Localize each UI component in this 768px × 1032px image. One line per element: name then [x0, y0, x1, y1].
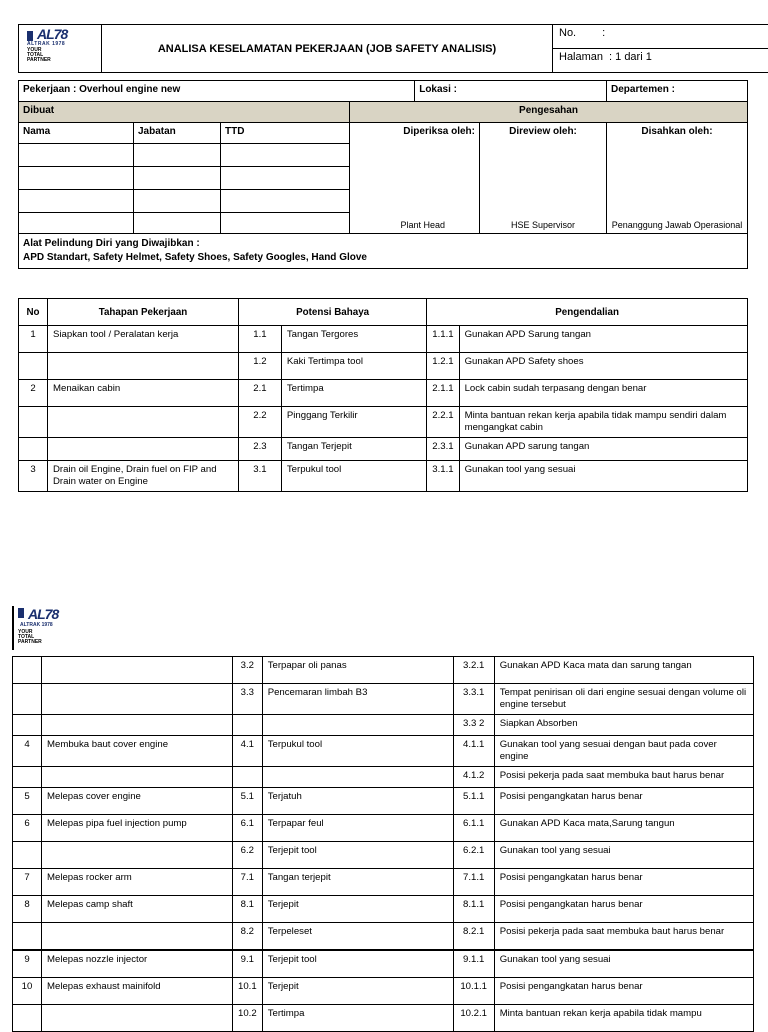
step-description: Melepas cover engine — [42, 788, 233, 815]
departemen-field: Departemen : — [607, 81, 748, 102]
document-header — [18, 24, 768, 73]
table-row — [13, 978, 754, 1005]
hazard-description: Terjepit — [262, 896, 453, 923]
hazard-number: 8.2 — [233, 923, 263, 951]
logo-brand: AL78 — [37, 26, 67, 42]
table-row — [13, 657, 754, 684]
company-logo-cell — [19, 25, 102, 73]
company-logo-page-2: AL78 ALTRAK 1978 YOUR TOTAL PARTNER — [12, 606, 82, 650]
step-description — [42, 715, 233, 736]
control-description: Gunakan APD Kaca mata dan sarung tangan — [494, 657, 753, 684]
jsa-table-page-2 — [12, 656, 754, 1032]
control-description: Gunakan APD Sarung tangan — [459, 326, 747, 353]
control-number: 8.1.1 — [453, 896, 494, 923]
table-row — [19, 438, 748, 461]
step-number: 1 — [19, 326, 48, 353]
col-potensi: Potensi Bahaya — [239, 299, 427, 326]
step-description: Melepas nozzle injector — [42, 950, 233, 978]
table-row — [13, 788, 754, 815]
jsa-table-page-1 — [18, 298, 748, 492]
hazard-description: Terpukul tool — [262, 736, 453, 767]
pengesahan-heading: Pengesahan — [350, 102, 748, 123]
step-number: 5 — [13, 788, 42, 815]
step-description — [48, 438, 239, 461]
table-row — [13, 923, 754, 951]
step-number — [19, 353, 48, 380]
table-row — [13, 896, 754, 923]
step-number: 2 — [19, 380, 48, 407]
step-description: Menaikan cabin — [48, 380, 239, 407]
hazard-number: 5.1 — [233, 788, 263, 815]
hazard-description: Terpapar feul — [262, 815, 453, 842]
hazard-description: Terjepit tool — [262, 842, 453, 869]
hazard-number: 1.2 — [239, 353, 282, 380]
hazard-number: 6.2 — [233, 842, 263, 869]
control-description: Gunakan APD Kaca mata,Sarung tangun — [494, 815, 753, 842]
company-logo — [19, 25, 99, 67]
hazard-number: 3.3 — [233, 684, 263, 715]
dibuat-heading: Dibuat — [19, 102, 350, 123]
step-description: Melepas rocker arm — [42, 869, 233, 896]
step-description: Melepas exhaust mainifold — [42, 978, 233, 1005]
page-number-field: Halaman : 1 dari 1 — [553, 49, 768, 73]
control-description: Gunakan tool yang sesuai — [494, 842, 753, 869]
step-number — [13, 715, 42, 736]
hazard-number — [233, 715, 263, 736]
hazard-description: Kaki Tertimpa tool — [281, 353, 426, 380]
col-pengendalian: Pengendalian — [427, 299, 748, 326]
step-number — [19, 407, 48, 438]
signature-plant-head: Plant Head — [400, 220, 445, 230]
pekerjaan-field: Pekerjaan : Overhoul engine new — [19, 81, 415, 102]
control-number: 9.1.1 — [453, 950, 494, 978]
hazard-number: 1.1 — [239, 326, 282, 353]
hazard-description: Tangan terjepit — [262, 869, 453, 896]
step-number: 3 — [19, 461, 48, 492]
job-info-table — [18, 80, 748, 269]
table-row — [13, 869, 754, 896]
step-description — [42, 767, 233, 788]
step-description — [42, 684, 233, 715]
step-description — [42, 923, 233, 951]
hazard-description: Tangan Terjepit — [281, 438, 426, 461]
step-description: Drain oil Engine, Drain fuel on FIP and Drain water on Engine — [48, 461, 239, 492]
logo-sub: ALTRAK 1978 — [27, 41, 65, 47]
document-title: ANALISA KESELAMATAN PEKERJAAN (JOB SAFETY ANALISIS) — [102, 25, 553, 73]
hazard-description: Tertimpa — [262, 1005, 453, 1032]
table-row — [19, 353, 748, 380]
hazard-number: 8.1 — [233, 896, 263, 923]
step-description: Membuka baut cover engine — [42, 736, 233, 767]
apd-label: Alat Pelindung Diri yang Diwajibkan : — [23, 237, 743, 251]
signature-hse-supervisor: HSE Supervisor — [480, 220, 606, 230]
hazard-number: 4.1 — [233, 736, 263, 767]
hazard-number: 7.1 — [233, 869, 263, 896]
hazard-description: Tertimpa — [281, 380, 426, 407]
control-number: 2.3.1 — [427, 438, 459, 461]
hazard-description — [262, 767, 453, 788]
step-number: 4 — [13, 736, 42, 767]
table-row — [13, 715, 754, 736]
step-description — [42, 1005, 233, 1032]
control-number: 3.1.1 — [427, 461, 459, 492]
step-number — [13, 1005, 42, 1032]
table-row — [13, 736, 754, 767]
table-row — [13, 767, 754, 788]
hazard-description — [262, 715, 453, 736]
control-description: Minta bantuan rekan kerja apabila tidak mampu — [494, 1005, 753, 1032]
control-description: Minta bantuan rekan kerja apabila tidak mampu sendiri dalam mengangkat cabin — [459, 407, 747, 438]
control-number: 8.2.1 — [453, 923, 494, 951]
doc-number-field: No. : — [553, 25, 768, 49]
hazard-number: 10.1 — [233, 978, 263, 1005]
apd-value: APD Standart, Safety Helmet, Safety Shoes, Safety Googles, Hand Glove — [23, 251, 743, 265]
hazard-number: 2.2 — [239, 407, 282, 438]
hazard-description: Pencemaran limbah B3 — [262, 684, 453, 715]
step-number: 6 — [13, 815, 42, 842]
table-row — [13, 842, 754, 869]
col-ttd: TTD — [221, 123, 350, 144]
control-number: 3.3 2 — [453, 715, 494, 736]
control-description: Gunakan tool yang sesuai — [494, 950, 753, 978]
hazard-description: Terpapar oli panas — [262, 657, 453, 684]
hazard-number: 9.1 — [233, 950, 263, 978]
step-description: Melepas camp shaft — [42, 896, 233, 923]
step-number — [13, 842, 42, 869]
step-description — [48, 407, 239, 438]
step-number — [13, 657, 42, 684]
table-row — [19, 461, 748, 492]
hazard-number — [233, 767, 263, 788]
step-number — [13, 923, 42, 951]
control-number: 2.1.1 — [427, 380, 459, 407]
control-number: 5.1.1 — [453, 788, 494, 815]
hazard-description: Terpukul tool — [281, 461, 426, 492]
control-description: Posisi pekerja pada saat membuka baut harus benar — [494, 923, 753, 951]
step-description: Melepas pipa fuel injection pump — [42, 815, 233, 842]
step-number — [13, 767, 42, 788]
table-row — [13, 1005, 754, 1032]
hazard-description: Terjatuh — [262, 788, 453, 815]
control-description: Posisi pengangkatan harus benar — [494, 978, 753, 1005]
hazard-number: 10.2 — [233, 1005, 263, 1032]
hazard-description: Tangan Tergores — [281, 326, 426, 353]
table-row — [13, 950, 754, 978]
step-number — [13, 684, 42, 715]
diperiksa-cell: Diperiksa oleh: Plant Head — [350, 123, 480, 234]
col-nama: Nama — [19, 123, 134, 144]
hazard-description: Terjepit — [262, 978, 453, 1005]
control-number: 3.2.1 — [453, 657, 494, 684]
control-number: 10.2.1 — [453, 1005, 494, 1032]
table-row — [19, 326, 748, 353]
control-description: Lock cabin sudah terpasang dengan benar — [459, 380, 747, 407]
control-description: Gunakan tool yang sesuai — [459, 461, 747, 492]
direview-cell: Direview oleh: HSE Supervisor — [480, 123, 607, 234]
hazard-description: Terjepit tool — [262, 950, 453, 978]
col-tahapan: Tahapan Pekerjaan — [48, 299, 239, 326]
apd-required — [19, 234, 748, 269]
control-number: 10.1.1 — [453, 978, 494, 1005]
control-description: Siapkan Absorben — [494, 715, 753, 736]
step-number: 10 — [13, 978, 42, 1005]
signature-penanggung-jawab: Penanggung Jawab Operasional — [607, 220, 747, 230]
control-description: Posisi pekerja pada saat membuka baut harus benar — [494, 767, 753, 788]
step-description — [42, 842, 233, 869]
control-number: 2.2.1 — [427, 407, 459, 438]
control-number: 4.1.1 — [453, 736, 494, 767]
step-number — [19, 438, 48, 461]
disahkan-cell: Disahkan oleh: Penanggung Jawab Operasional — [607, 123, 748, 234]
control-number: 3.3.1 — [453, 684, 494, 715]
hazard-description: Terpeleset — [262, 923, 453, 951]
table-row — [19, 380, 748, 407]
step-number: 8 — [13, 896, 42, 923]
col-no: No — [19, 299, 48, 326]
hazard-number: 6.1 — [233, 815, 263, 842]
hazard-number: 3.2 — [233, 657, 263, 684]
hazard-number: 2.3 — [239, 438, 282, 461]
control-description: Gunakan tool yang sesuai dengan baut pada cover engine — [494, 736, 753, 767]
control-description: Posisi pengangkatan harus benar — [494, 896, 753, 923]
step-description — [42, 657, 233, 684]
control-description: Gunakan APD Safety shoes — [459, 353, 747, 380]
control-number: 7.1.1 — [453, 869, 494, 896]
control-number: 6.2.1 — [453, 842, 494, 869]
control-description: Gunakan APD sarung tangan — [459, 438, 747, 461]
lokasi-field: Lokasi : — [415, 81, 607, 102]
control-description: Posisi pengangkatan harus benar — [494, 788, 753, 815]
table-row — [13, 684, 754, 715]
step-number: 9 — [13, 950, 42, 978]
control-description: Tempat penirisan oli dari engine sesuai dengan volume oli engine tersebut — [494, 684, 753, 715]
hazard-number: 2.1 — [239, 380, 282, 407]
control-number: 1.2.1 — [427, 353, 459, 380]
step-number: 7 — [13, 869, 42, 896]
step-description: Siapkan tool / Peralatan kerja — [48, 326, 239, 353]
control-description: Posisi pengangkatan harus benar — [494, 869, 753, 896]
hazard-description: Pinggang Terkilir — [281, 407, 426, 438]
hazard-number: 3.1 — [239, 461, 282, 492]
table-row — [19, 407, 748, 438]
control-number: 6.1.1 — [453, 815, 494, 842]
logo-tagline: YOUR TOTAL PARTNER — [27, 48, 51, 63]
table-row — [13, 815, 754, 842]
col-jabatan: Jabatan — [134, 123, 221, 144]
control-number: 1.1.1 — [427, 326, 459, 353]
step-description — [48, 353, 239, 380]
control-number: 4.1.2 — [453, 767, 494, 788]
